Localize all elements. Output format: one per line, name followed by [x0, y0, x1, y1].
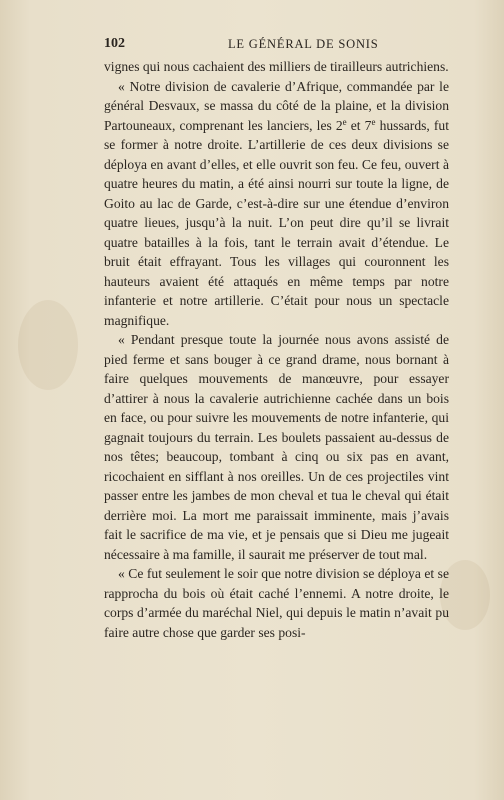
page-number: 102: [104, 36, 125, 51]
superscript: e: [371, 116, 376, 127]
paragraph: vignes qui nous cachaient des milliers de tirailleurs autrichiens.: [104, 59, 449, 74]
running-head: [104, 36, 449, 56]
paragraph: « Ce fut seulement le soir que notre division se déploya et se rapprocha du bois où était caché l’ennemi. A notre droite, le corps d’armée du maréchal Niel, qui depuis le matin n’avait pu faire autre chose que garder ses posi-: [104, 566, 449, 640]
body-text: [104, 57, 449, 642]
running-title: LE GÉNÉRAL DE SONIS: [228, 37, 379, 51]
paragraph-text: « Notre division de cavalerie d’Afrique, commandée par le général Desvaux, se massa du côté de la plaine, et la division Partouneaux, comprenant les lanciers, les 2: [104, 78, 449, 133]
paper-stain: [18, 300, 78, 390]
paragraph-text: et 7: [346, 117, 372, 133]
paragraph: « Pendant presque toute la journée nous avons assisté de pied ferme et sans bouger à ce grand drame, nous bornant à faire quelques mouvements de manœuvre, pour essayer d’attirer à nous la cavalerie autrichienne cachée dans un bois en face, ou pour suivre les mouvements de notre infanterie, qui gagnait toujours du terrain. Les boulets passaient au-dessus de nos têtes; beaucoup, tombant à cinq ou six pas en avant, ricochaient en sifflant à nos oreilles. Un de ces projectiles vint passer entre les jambes de mon cheval et tua le cheval qui était derrière moi. La mort me paraissait imminente, mais j’avais fait le sacrifice de ma vie, et je pensais que si Dieu me jugeait nécessaire à ma famille, il saurait me préserver de tout mal.: [104, 332, 449, 562]
paragraph: [104, 77, 449, 331]
superscript: e: [342, 116, 347, 127]
paragraph-text: hussards, fut se former à notre droite. L’artillerie de ces deux divisions se déploya en avant d’elles, et elle ouvrit son feu. Ce feu, ouvert à quatre heures du matin, a été ainsi nourri sur toute la ligne, de Goito au lac de Garde, c’est-à-dire sur une étendue d’environ quatre lieues, jusqu’à la nuit. L’on peut dire qu’il se livrait quatre batailles à la fois, tant le terrain avait d’étendue. Le bruit était effrayant. Tous les villages qui couronnent les hauteurs avaient été attaqués en même temps par notre infanterie et notre artillerie. C’était pour nous un spectacle magnifique.: [104, 117, 450, 328]
